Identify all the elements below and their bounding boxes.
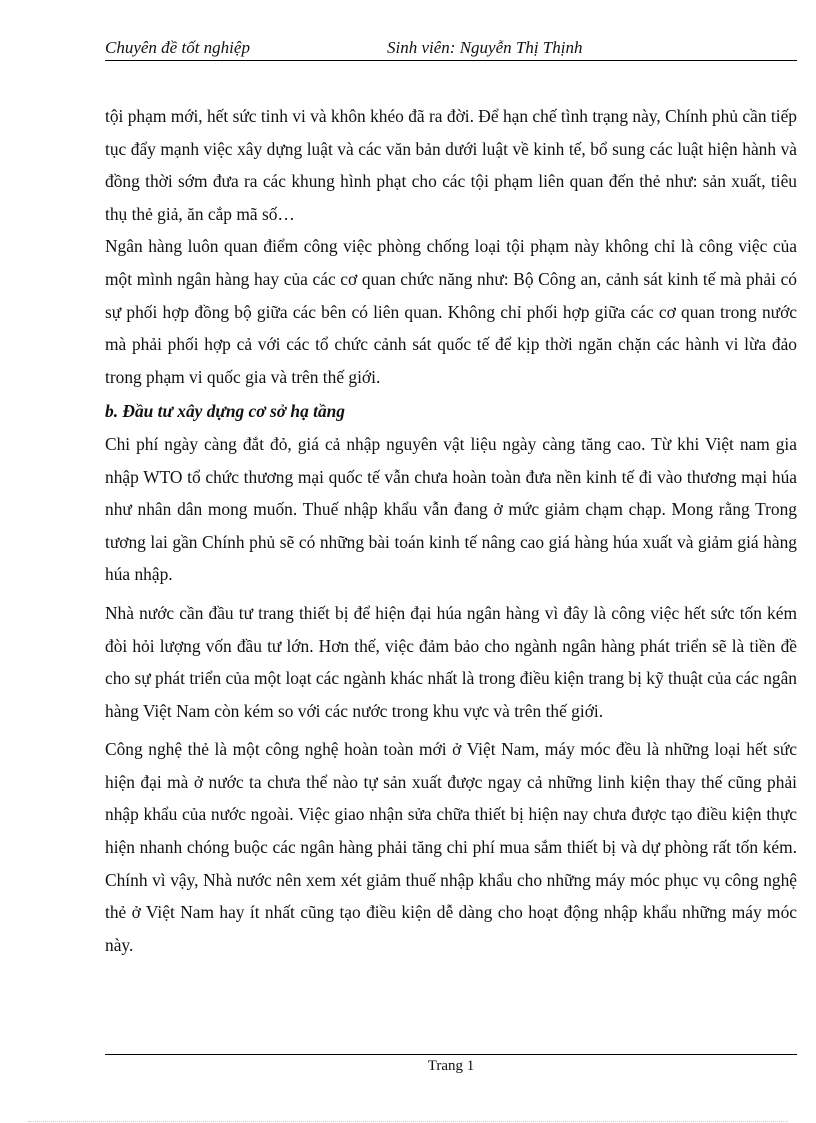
paragraph-4: Nhà nước cần đầu tư trang thiết bị để hiện đại húa ngân hàng vì đây là công việc hết sức tốn kém đòi hỏi lượng vốn đầu tư lớn. Hơn thế, việc đảm bảo cho ngành ngân hàng phát triển sẽ là tiền đề cho sự phát triển của một loạt các ngành khác nhất là trong điều kiện trang bị kỹ thuật của các ngân hàng Việt Nam còn kém so với các nước trong khu vực và trên thế giới. (105, 602, 797, 721)
paragraph-2: Ngân hàng luôn quan điểm công việc phòng chống loại tội phạm này không chỉ là công việc của một mình ngân hàng hay của các cơ quan chức năng như: Bộ Công an, cảnh sát kinh tế mà phải có sự phối hợp đồng bộ giữa các bên có liên quan. Không chỉ phối hợp giữa các cơ quan trong nước mà phải phối hợp cả với các tổ chức cảnh sát quốc tế để kịp thời ngăn chặn các hành vi lừa đảo trong phạm vi quốc gia và trên thế giới. (105, 236, 797, 387)
paragraph-3: Chi phí ngày càng đắt đỏ, giá cả nhập nguyên vật liệu ngày càng tăng cao. Từ khi Việt nam gia nhập WTO tổ chức thương mại quốc tế vẫn chưa hoàn toàn đưa nền kinh tế đi vào thương mại húa như nhân dân mong muốn. Thuế nhập khẩu vẫn đang ở mức giảm chạm chạp. Mong rằng Trong tương lai gần Chính phủ sẽ có những bài toán kinh tế nâng cao giá hàng húa xuất và giảm giá hàng húa nhập. (105, 433, 797, 585)
footer-divider (105, 1054, 797, 1055)
header-document-title: Chuyên đề tốt nghiệp (105, 38, 250, 57)
page-number: Trang 1 (427, 1058, 475, 1074)
page-header (105, 38, 797, 61)
header-student-name: Sinh viên: Nguyễn Thị Thịnh (387, 38, 583, 57)
page-bottom-edge (28, 1121, 788, 1122)
paragraph-1: tội phạm mới, hết sức tinh vi và khôn khéo đã ra đời. Để hạn chế tình trạng này, Chính phủ cần tiếp tục đẩy mạnh việc xây dựng luật và các văn bản dưới luật về kinh tế, bổ sung các luật hiện hành và đồng thời sớm đưa ra các khung hình phạt cho các tội phạm liên quan đến thẻ như: sản xuất, tiêu thụ thẻ giả, ăn cắp mã số… (105, 106, 797, 224)
paragraph-5: Công nghệ thẻ là một công nghệ hoàn toàn mới ở Việt Nam, máy móc đều là những loại hết sức hiện đại mà ở nước ta chưa thể nào tự sản xuất được ngay cả những linh kiện thay thế cũng phải nhập khẩu của nước ngoài. Việc giao nhận sửa chữa thiết bị hiện nay chưa được tạo điều kiện thực hiện nhanh chóng buộc các ngân hàng phải tăng chi phí mua sắm thiết bị và dự phòng rất tốn kém. Chính vì vậy, Nhà nước nên xem xét giảm thuế nhập khẩu cho những máy móc phục vụ công nghệ thẻ ở Việt Nam hay ít nhất cũng tạo điều kiện dễ dàng cho hoạt động nhập khẩu những máy móc này. (105, 739, 797, 955)
document-body (105, 100, 797, 961)
section-heading-b: b. Đầu tư xây dựng cơ sở hạ tầng (105, 401, 346, 422)
